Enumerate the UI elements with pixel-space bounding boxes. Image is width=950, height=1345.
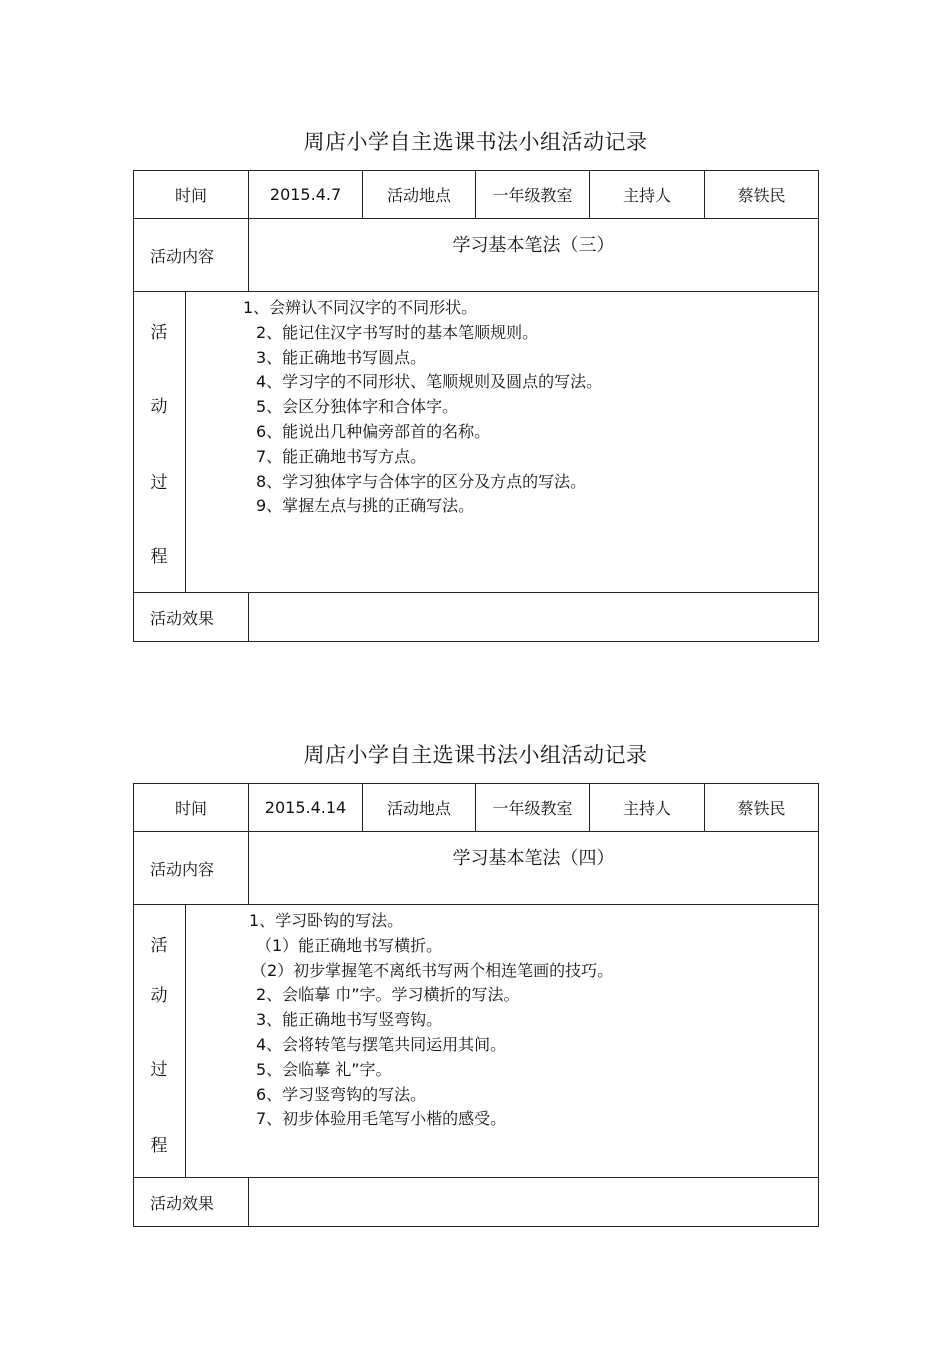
record-title: 周店小学自主选课书法小组活动记录: [303, 130, 648, 154]
process-step: 2、会临摹 巾”字。学习横折的写法。: [256, 985, 520, 1005]
content-label: 活动内容: [134, 219, 249, 292]
record-title: 周店小学自主选课书法小组活动记录: [303, 743, 648, 767]
place-label: 活动地点: [363, 171, 476, 219]
process-steps: [186, 905, 819, 1178]
process-row: [134, 292, 819, 593]
process-row: [134, 905, 819, 1178]
process-label-char: 程: [150, 547, 168, 567]
process-steps: [186, 292, 819, 593]
process-step: 6、学习竖弯钩的写法。: [256, 1084, 427, 1104]
process-step: 4、会将转笔与摆笔共同运用其间。: [256, 1034, 507, 1054]
process-step: 5、会临摹 礼”字。: [256, 1059, 392, 1079]
process-label-char: 过: [150, 1060, 168, 1080]
process-step: 1、学习卧钩的写法。: [249, 911, 404, 930]
activity-record-2: [133, 737, 818, 1227]
process-step: 9、掌握左点与挑的正确写法。: [256, 496, 475, 516]
host-label: 主持人: [590, 171, 705, 219]
record-table: [133, 170, 819, 642]
process-label-char: 程: [150, 1136, 168, 1156]
effect-label: 活动效果: [134, 593, 249, 642]
process-label-char: 过: [150, 473, 168, 493]
process-step: 8、学习独体字与合体字的区分及方点的写法。: [256, 471, 587, 491]
activity-record-1: [133, 124, 818, 642]
process-label: [134, 292, 186, 593]
content-value: 学习基本笔法（四）: [249, 832, 819, 905]
content-row: [134, 832, 819, 905]
date-value: 2015.4.14: [249, 784, 363, 832]
process-label-char: 动: [150, 397, 168, 417]
effect-value: [249, 1178, 819, 1227]
content-label: 活动内容: [134, 832, 249, 905]
process-label: [134, 905, 186, 1178]
process-step: （2）初步掌握笔不离纸书写两个相连笔画的技巧。: [251, 960, 614, 980]
host-value: 蔡铁民: [705, 171, 819, 219]
process-step: 3、能正确地书写竖弯钩。: [256, 1010, 443, 1030]
time-label: 时间: [134, 171, 249, 219]
process-label-char: 活: [150, 936, 168, 956]
effect-value: [249, 593, 819, 642]
host-value: 蔡铁民: [705, 784, 819, 832]
host-label: 主持人: [590, 784, 705, 832]
effect-label: 活动效果: [134, 1178, 249, 1227]
time-label: 时间: [134, 784, 249, 832]
date-value: 2015.4.7: [249, 171, 363, 219]
content-value: 学习基本笔法（三）: [249, 219, 819, 292]
content-row: [134, 219, 819, 292]
process-step: 2、能记住汉字书写时的基本笔顺规则。: [256, 322, 539, 342]
process-step: 6、能说出几种偏旁部首的名称。: [256, 421, 491, 441]
process-label-char: 活: [150, 323, 168, 343]
record-table: [133, 783, 819, 1227]
effect-row: [134, 593, 819, 642]
process-step: 5、会区分独体字和合体字。: [256, 397, 459, 417]
place-value: 一年级教室: [476, 784, 590, 832]
process-step: 7、初步体验用毛笔写小楷的感受。: [256, 1109, 507, 1129]
process-step: 3、能正确地书写圆点。: [256, 347, 427, 367]
place-label: 活动地点: [363, 784, 476, 832]
info-row: [134, 171, 819, 219]
process-step: 4、学习字的不同形状、笔顺规则及圆点的写法。: [256, 372, 603, 392]
process-label-char: 动: [150, 986, 168, 1006]
info-row: [134, 784, 819, 832]
place-value: 一年级教室: [476, 171, 590, 219]
process-step: 1、会辨认不同汉字的不同形状。: [243, 298, 478, 317]
process-step: （1）能正确地书写横折。: [256, 935, 443, 955]
process-step: 7、能正确地书写方点。: [256, 446, 427, 466]
effect-row: [134, 1178, 819, 1227]
